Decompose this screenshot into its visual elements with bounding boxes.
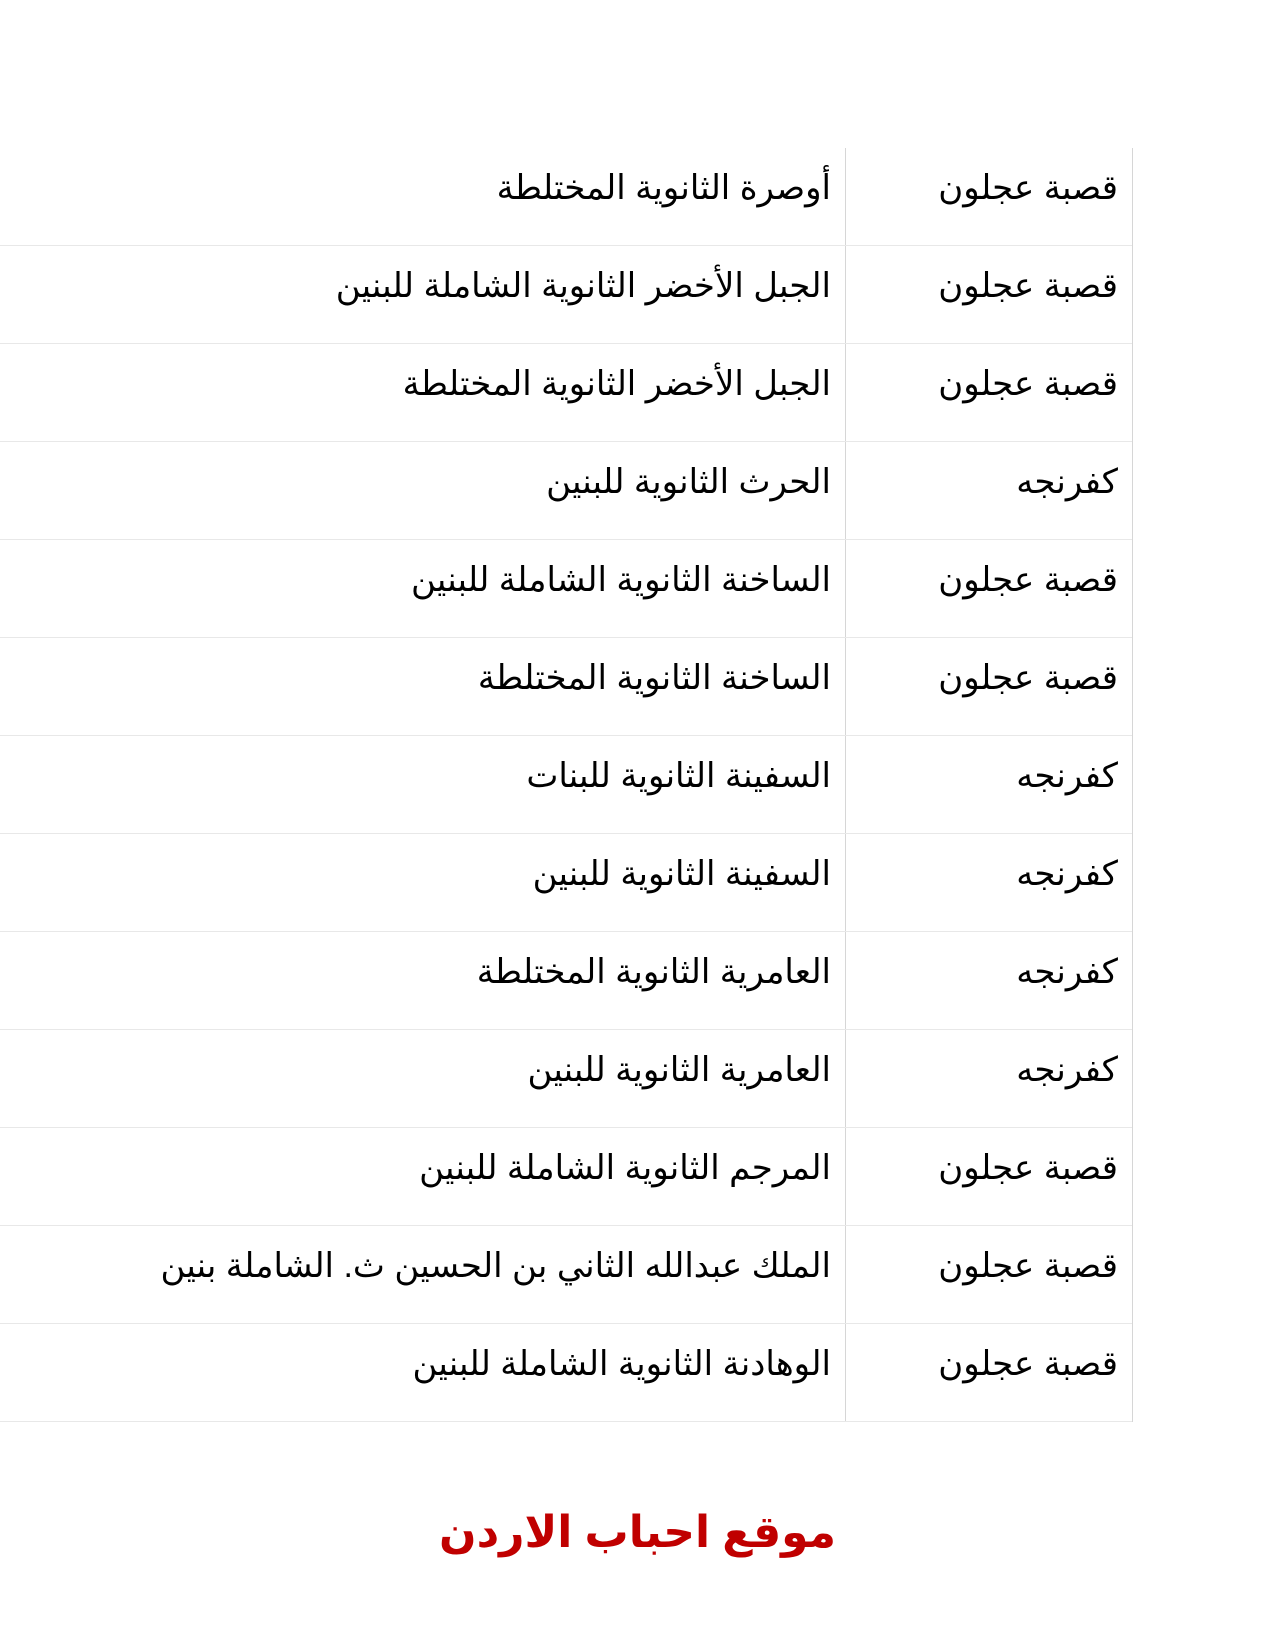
district-cell [846,834,1132,931]
school-cell [0,1226,846,1323]
school-cell [0,540,846,637]
site-footer-title: موقع احباب الاردن [439,1508,836,1557]
district-name: كفرنجه [1016,855,1118,893]
district-name: قصبة عجلون [938,561,1118,599]
district-cell [846,442,1132,539]
table-row [0,833,1132,931]
district-name: قصبة عجلون [938,169,1118,207]
district-name: كفرنجه [1016,953,1118,991]
table-row [0,1127,1132,1225]
table-row [0,637,1132,735]
school-name: الملك عبدالله الثاني بن الحسين ث. الشاملة بنين [160,1247,831,1285]
table-row [0,441,1132,539]
school-name: أوصرة الثانوية المختلطة [496,169,831,207]
district-cell [846,638,1132,735]
school-name: السفينة الثانوية للبنات [526,757,831,795]
school-cell [0,834,846,931]
school-name: الساخنة الثانوية الشاملة للبنين [411,561,831,599]
school-cell [0,736,846,833]
school-cell [0,1030,846,1127]
school-name: الجبل الأخضر الثانوية المختلطة [402,365,831,403]
school-name: الوهادنة الثانوية الشاملة للبنين [412,1345,831,1383]
district-name: قصبة عجلون [938,267,1118,305]
table-row [0,931,1132,1029]
district-name: قصبة عجلون [938,659,1118,697]
table-row [0,148,1132,245]
district-cell [846,932,1132,1029]
table-row [0,539,1132,637]
school-cell [0,442,846,539]
school-cell [0,1128,846,1225]
district-name: قصبة عجلون [938,1247,1118,1285]
school-cell [0,1324,846,1421]
table-row [0,735,1132,833]
table-row [0,1029,1132,1127]
district-name: كفرنجه [1016,757,1118,795]
school-name: الحرث الثانوية للبنين [546,463,831,501]
district-name: قصبة عجلون [938,1149,1118,1187]
school-name: الجبل الأخضر الثانوية الشاملة للبنين [335,267,831,305]
district-cell [846,1226,1132,1323]
district-name: قصبة عجلون [938,1345,1118,1383]
school-name: السفينة الثانوية للبنين [532,855,831,893]
district-cell [846,148,1132,245]
school-name: العامرية الثانوية للبنين [527,1051,831,1089]
district-cell [846,246,1132,343]
table-row [0,1225,1132,1323]
table-row [0,245,1132,343]
school-cell [0,932,846,1029]
school-name: العامرية الثانوية المختلطة [476,953,831,991]
school-name: المرجم الثانوية الشاملة للبنين [419,1149,831,1187]
schools-table [0,148,1133,1422]
school-cell [0,246,846,343]
district-cell [846,540,1132,637]
district-cell [846,736,1132,833]
district-cell [846,1128,1132,1225]
table-row [0,343,1132,441]
district-name: قصبة عجلون [938,365,1118,403]
district-name: كفرنجه [1016,463,1118,501]
district-cell [846,1030,1132,1127]
table-row [0,1323,1132,1422]
school-cell [0,638,846,735]
district-cell [846,344,1132,441]
school-cell [0,344,846,441]
district-name: كفرنجه [1016,1051,1118,1089]
district-cell [846,1324,1132,1421]
school-cell [0,148,846,245]
school-name: الساخنة الثانوية المختلطة [477,659,831,697]
